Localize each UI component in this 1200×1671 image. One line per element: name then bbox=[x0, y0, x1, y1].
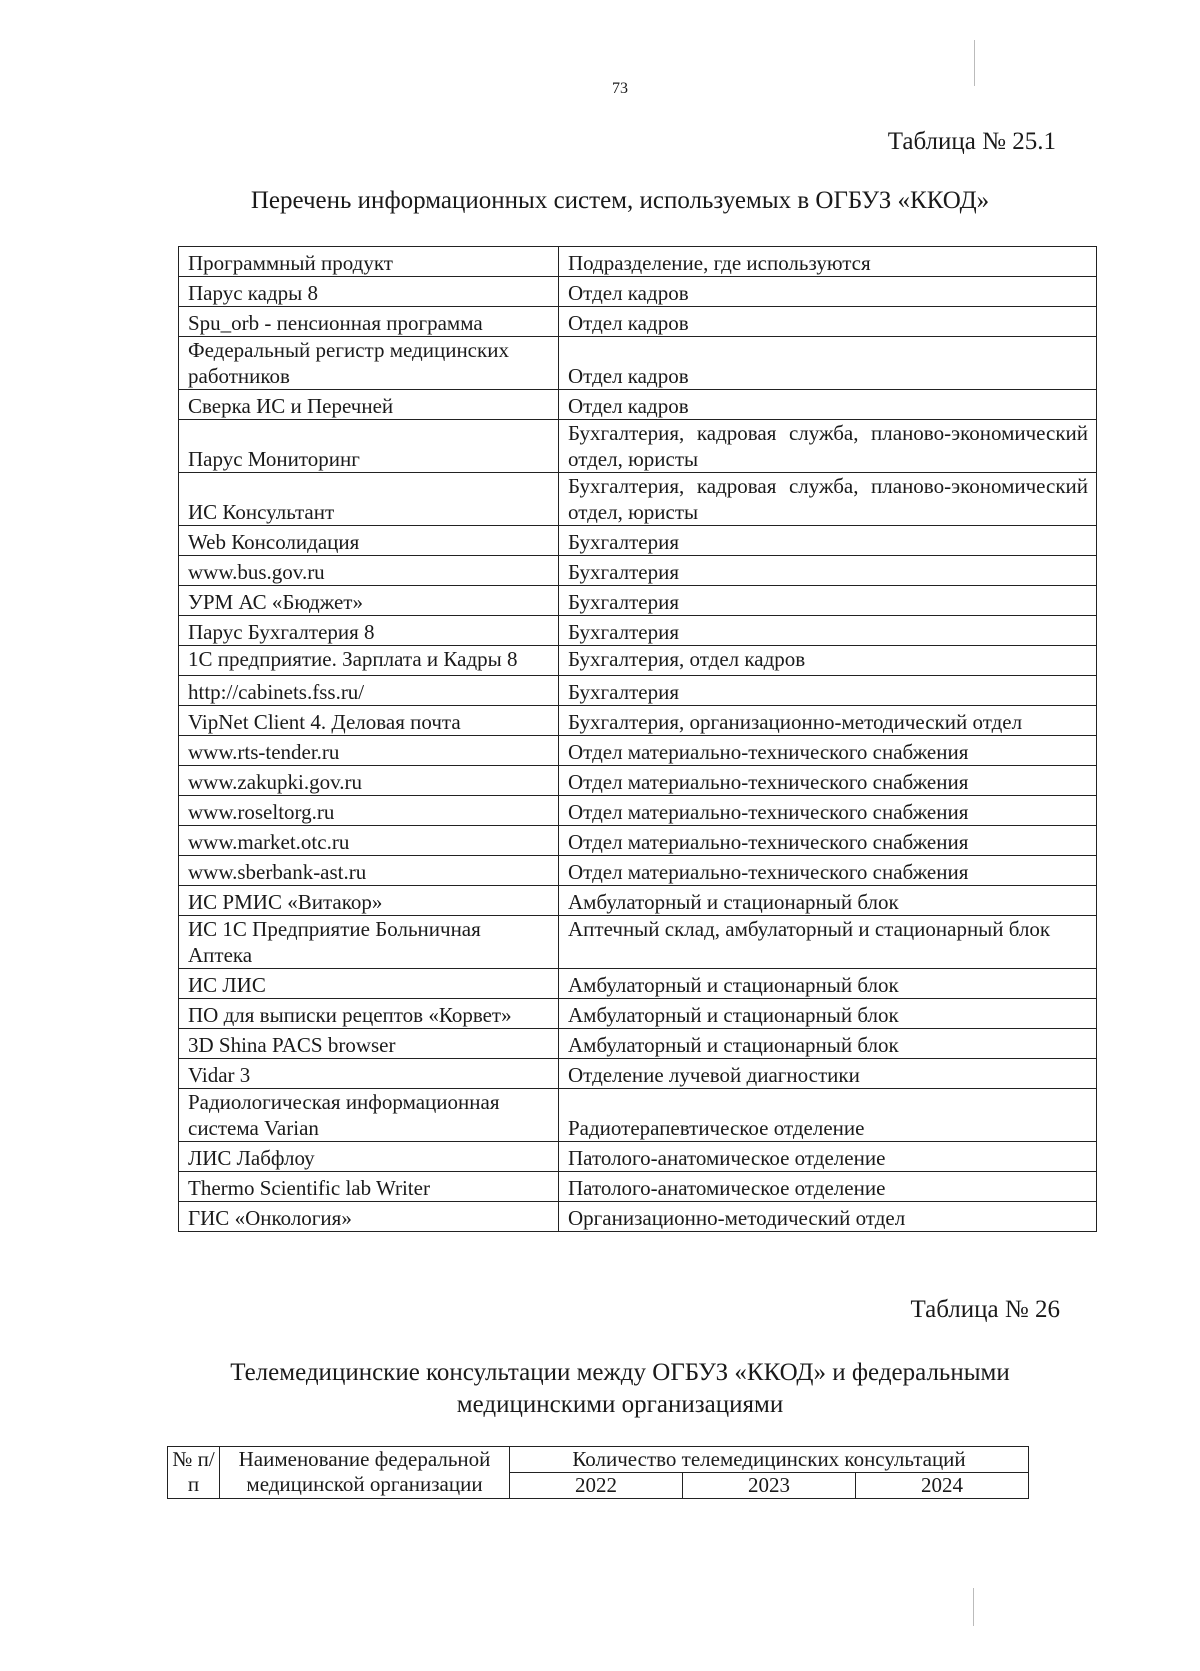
product-cell: ИС 1С Предприятие Больничная Аптека bbox=[179, 916, 559, 969]
department-cell: Бухгалтерия bbox=[559, 586, 1097, 616]
product-cell: ИС Консультант bbox=[179, 473, 559, 526]
table-row bbox=[179, 616, 1097, 646]
department-cell: Амбулаторный и стационарный блок bbox=[559, 999, 1097, 1029]
department-cell: Отделение лучевой диагностики bbox=[559, 1059, 1097, 1089]
department-cell: Патолого-анатомическое отделение bbox=[559, 1142, 1097, 1172]
table-row bbox=[179, 473, 1097, 526]
department-cell: Бухгалтерия bbox=[559, 616, 1097, 646]
table-row bbox=[179, 676, 1097, 706]
department-cell: Амбулаторный и стационарный блок bbox=[559, 969, 1097, 999]
product-cell: Федеральный регистр медицинских работников bbox=[179, 337, 559, 390]
table-row bbox=[179, 1142, 1097, 1172]
product-cell: Vidar 3 bbox=[179, 1059, 559, 1089]
table-row bbox=[179, 1089, 1097, 1142]
header-software-product: Программный продукт bbox=[179, 247, 559, 277]
product-cell: Парус Мониторинг bbox=[179, 420, 559, 473]
product-cell: УРМ АС «Бюджет» bbox=[179, 586, 559, 616]
product-cell: www.roseltorg.ru bbox=[179, 796, 559, 826]
product-cell: ПО для выписки рецептов «Корвет» bbox=[179, 999, 559, 1029]
department-cell: Радиотерапевтическое отделение bbox=[559, 1089, 1097, 1142]
table-row bbox=[179, 337, 1097, 390]
department-cell: Отдел кадров bbox=[559, 307, 1097, 337]
department-cell: Отдел материально-технического снабжения bbox=[559, 826, 1097, 856]
table-row bbox=[179, 969, 1097, 999]
table-row bbox=[179, 886, 1097, 916]
table-row bbox=[179, 736, 1097, 766]
product-cell: www.zakupki.gov.ru bbox=[179, 766, 559, 796]
table-row bbox=[179, 1172, 1097, 1202]
table-row bbox=[179, 999, 1097, 1029]
table-row bbox=[179, 586, 1097, 616]
table-title-telemedicine: Телемедицинские консультации между ОГБУЗ «ККОД» и федеральными медицинскими организациями bbox=[230, 1359, 1010, 1418]
product-cell: Spu_orb - пенсионная программа bbox=[179, 307, 559, 337]
table-row bbox=[179, 646, 1097, 676]
product-cell: www.sberbank-ast.ru bbox=[179, 856, 559, 886]
department-cell: Аптечный склад, амбулаторный и стационарный блок bbox=[559, 916, 1097, 969]
product-cell: 3D Shina PACS browser bbox=[179, 1029, 559, 1059]
department-cell: Бухгалтерия, организационно-методический отдел bbox=[559, 706, 1097, 736]
product-cell: Парус кадры 8 bbox=[179, 277, 559, 307]
product-cell: ИС РМИС «Витакор» bbox=[179, 886, 559, 916]
department-cell: Бухгалтерия bbox=[559, 556, 1097, 586]
product-cell: Web Консолидация bbox=[179, 526, 559, 556]
product-cell: www.rts-tender.ru bbox=[179, 736, 559, 766]
table-row bbox=[179, 307, 1097, 337]
product-cell: ЛИС Лабфлоу bbox=[179, 1142, 559, 1172]
table-row bbox=[179, 1029, 1097, 1059]
table-label-25-1: Таблица № 25.1 bbox=[887, 128, 1056, 155]
table-row bbox=[179, 1059, 1097, 1089]
table-row bbox=[179, 277, 1097, 307]
department-cell: Отдел материально-технического снабжения bbox=[559, 736, 1097, 766]
product-cell: Сверка ИС и Перечней bbox=[179, 390, 559, 420]
department-cell: Патолого-анатомическое отделение bbox=[559, 1172, 1097, 1202]
header-year-2022: 2022 bbox=[510, 1473, 683, 1499]
product-cell: 1С предприятие. Зарплата и Кадры 8 bbox=[179, 646, 559, 676]
department-cell: Бухгалтерия, кадровая служба, планово-экономический отдел, юристы bbox=[559, 420, 1097, 473]
department-cell: Бухгалтерия bbox=[559, 676, 1097, 706]
table-header-row bbox=[179, 247, 1097, 277]
department-cell: Отдел кадров bbox=[559, 277, 1097, 307]
header-year-2023: 2023 bbox=[683, 1473, 856, 1499]
product-cell: www.bus.gov.ru bbox=[179, 556, 559, 586]
page-number: 73 bbox=[612, 80, 628, 97]
telemedicine-consultations-table bbox=[167, 1446, 1029, 1499]
product-cell: Парус Бухгалтерия 8 bbox=[179, 616, 559, 646]
header-row-number: № п/п bbox=[168, 1447, 220, 1499]
header-consultation-count: Количество телемедицинских консультаций bbox=[510, 1447, 1029, 1473]
department-cell: Бухгалтерия, кадровая служба, планово-экономический отдел, юристы bbox=[559, 473, 1097, 526]
table-row bbox=[179, 796, 1097, 826]
department-cell: Бухгалтерия bbox=[559, 526, 1097, 556]
table-row bbox=[179, 556, 1097, 586]
department-cell: Амбулаторный и стационарный блок bbox=[559, 1029, 1097, 1059]
product-cell: ГИС «Онкология» bbox=[179, 1202, 559, 1232]
department-cell: Организационно-методический отдел bbox=[559, 1202, 1097, 1232]
table-row bbox=[179, 706, 1097, 736]
table-title-information-systems: Перечень информационных систем, используемых в ОГБУЗ «ККОД» bbox=[250, 187, 990, 214]
department-cell: Отдел кадров bbox=[559, 390, 1097, 420]
department-cell: Отдел кадров bbox=[559, 337, 1097, 390]
table-header-row bbox=[168, 1447, 1029, 1473]
department-cell: Отдел материально-технического снабжения bbox=[559, 856, 1097, 886]
header-department: Подразделение, где используются bbox=[559, 247, 1097, 277]
information-systems-table bbox=[178, 246, 1097, 1232]
table-row bbox=[179, 390, 1097, 420]
header-year-2024: 2024 bbox=[856, 1473, 1029, 1499]
department-cell: Отдел материально-технического снабжения bbox=[559, 766, 1097, 796]
department-cell: Отдел материально-технического снабжения bbox=[559, 796, 1097, 826]
department-cell: Бухгалтерия, отдел кадров bbox=[559, 646, 1097, 676]
information-systems-table-body bbox=[179, 247, 1097, 1232]
product-cell: ИС ЛИС bbox=[179, 969, 559, 999]
product-cell: Thermo Scientific lab Writer bbox=[179, 1172, 559, 1202]
table-row bbox=[179, 526, 1097, 556]
product-cell: Радиологическая информационная система Varian bbox=[179, 1089, 559, 1142]
table-row bbox=[179, 766, 1097, 796]
table-row bbox=[179, 420, 1097, 473]
product-cell: VipNet Client 4. Деловая почта bbox=[179, 706, 559, 736]
table-row bbox=[179, 826, 1097, 856]
table-row bbox=[179, 916, 1097, 969]
product-cell: http://cabinets.fss.ru/ bbox=[179, 676, 559, 706]
department-cell: Амбулаторный и стационарный блок bbox=[559, 886, 1097, 916]
header-organization-name: Наименование федеральной медицинской организации bbox=[220, 1447, 510, 1499]
table-row bbox=[179, 856, 1097, 886]
table-label-26: Таблица № 26 bbox=[910, 1296, 1060, 1323]
scan-margin-mark-bottom bbox=[973, 1588, 974, 1626]
table-row bbox=[179, 1202, 1097, 1232]
product-cell: www.market.otc.ru bbox=[179, 826, 559, 856]
